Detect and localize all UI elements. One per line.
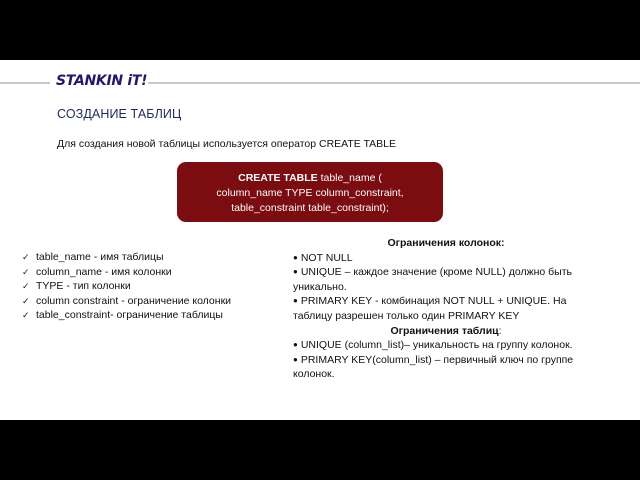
code-keyword: CREATE TABLE: [238, 172, 318, 184]
list-item: [22, 265, 231, 280]
checkmark-icon: ✓: [22, 310, 30, 320]
code-line-2: column_name TYPE column_constraint,: [216, 187, 404, 199]
checkmark-icon: ✓: [22, 252, 30, 262]
bullet-icon: ●: [293, 354, 298, 364]
checkmark-icon: ✓: [22, 266, 30, 277]
checkmark-icon: ✓: [22, 295, 30, 306]
create-table-syntax-box: [177, 162, 443, 222]
bullet-icon: ●: [293, 340, 298, 350]
code-line-1: [177, 171, 443, 186]
logo-suffix: iT!: [127, 73, 148, 89]
code-line-1-rest: table_name (: [317, 172, 382, 184]
column-constraints-heading: Ограничения колонок:: [387, 237, 505, 249]
table-constraints-heading: Ограничения таблиц:: [390, 324, 502, 337]
code-line-3: table_constraint table_constraint);: [231, 202, 389, 214]
header-divider-right: [148, 82, 640, 84]
list-item: [22, 294, 231, 309]
logo-text: STANKIN: [56, 73, 123, 89]
bullet-icon: ●: [293, 267, 298, 277]
list-item: [22, 279, 231, 294]
bullet-icon: ●: [293, 252, 298, 262]
slide-title: СОЗДАНИЕ ТАБЛИЦ: [57, 107, 182, 121]
presentation-slide: [0, 60, 640, 420]
intro-text: Для создания новой таблицы используется оператор CREATE TABLE: [57, 138, 397, 150]
list-item-text: column_name - имя колонки: [36, 265, 172, 278]
list-item: [22, 308, 231, 323]
constraints-section: [293, 236, 599, 382]
checkmark-icon: ✓: [22, 281, 30, 291]
column-constraint-item: ● NOT NULL: [293, 251, 353, 264]
column-constraint-item: ● UNIQUE – каждое значение (кроме NULL) должно быть уникально.: [293, 266, 573, 293]
column-constraint-item: ● PRIMARY KEY - комбинация NOT NULL + UNIQUE. На таблицу разрешен только один PRIMARY KEY: [293, 295, 567, 322]
list-item: [22, 250, 231, 265]
list-item-text: TYPE - тип колонки: [36, 280, 131, 292]
list-item-text: column constraint - ограничение колонки: [36, 294, 232, 307]
header-divider-left: [0, 82, 50, 84]
list-item-text: table_name - имя таблицы: [36, 251, 164, 263]
bullet-icon: ●: [293, 296, 298, 306]
syntax-terms-list: [22, 250, 231, 323]
table-constraint-item: ● UNIQUE (column_list)– уникальность на группу колонок.: [293, 339, 573, 352]
table-constraint-item: ● PRIMARY KEY(column_list) – первичный ключ по группе колонок.: [293, 353, 574, 381]
stankin-logo: [56, 73, 147, 89]
list-item-text: table_constraint- ограничение таблицы: [36, 309, 223, 321]
